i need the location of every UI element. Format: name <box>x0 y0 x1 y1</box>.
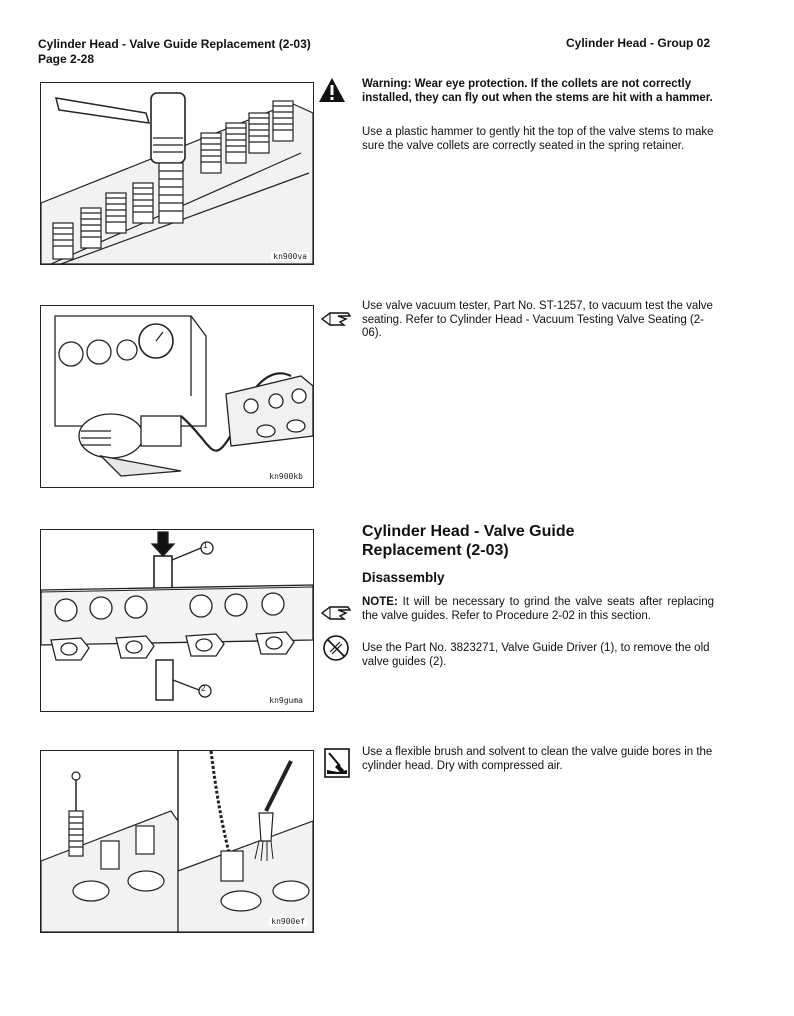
cleaning-solvent-icon <box>324 748 350 783</box>
step2-text: Use valve vacuum tester, Part No. ST-1257, to vacuum test the valve seating. Refer to Cylinder Head - Vacuum Testing Valve Seating (2-06). <box>362 300 713 339</box>
section-title-line1: Cylinder Head - Valve Guide <box>362 523 575 540</box>
figure-id: kn9guma <box>269 696 303 705</box>
step1-text: Use a plastic hammer to gently hit the top of the valve stems to make sure the valve collets are correctly seated in the spring retainer. <box>362 126 714 152</box>
callout-2: 2 <box>201 684 206 693</box>
figure-vacuum-tester <box>40 305 314 488</box>
header-left-title: Cylinder Head - Valve Guide Replacement (2-03) <box>38 37 311 51</box>
page-number: Page 2-28 <box>38 52 95 66</box>
vacuum-tester-illustration <box>41 306 313 487</box>
note-body: It will be necessary to grind the valve seats after replacing the valve guides. Refer to Procedure 2-02 in this section. <box>362 596 714 622</box>
callout-1: 1 <box>203 541 208 550</box>
figure-id: kn900ef <box>271 917 305 926</box>
figure-valve-guide-driver <box>40 529 314 712</box>
warning-triangle-icon <box>318 76 346 109</box>
brush-cleaning-illustration <box>41 751 313 932</box>
section-subtitle: Disassembly <box>362 570 445 585</box>
note-text <box>362 596 714 623</box>
step4-text: Use a flexible brush and solvent to clean the valve guide bores in the cylinder head. Dry with compressed air. <box>362 746 713 772</box>
figure-id: kn900kb <box>269 472 303 481</box>
note-label: NOTE: <box>362 596 398 608</box>
warning-text: Warning: Wear eye protection. If the collets are not correctly installed, they can fly out when the stems are hit with a hammer. <box>362 78 713 104</box>
header-right-title: Cylinder Head - Group 02 <box>566 36 711 50</box>
no-tool-icon <box>322 634 350 667</box>
section-text: Use the Part No. 3823271, Valve Guide Driver (1), to remove the old valve guides (2). <box>362 642 710 668</box>
hand-pointer-icon <box>320 310 352 333</box>
figure-brush-cleaning <box>40 750 314 933</box>
hand-pointer-icon <box>320 604 352 627</box>
hammer-illustration <box>41 83 313 264</box>
section-title-line2: Replacement (2-03) <box>362 542 509 559</box>
valve-guide-driver-illustration <box>41 530 313 711</box>
figure-id: kn900va <box>273 252 307 261</box>
figure-hammer-valve-stems <box>40 82 314 265</box>
